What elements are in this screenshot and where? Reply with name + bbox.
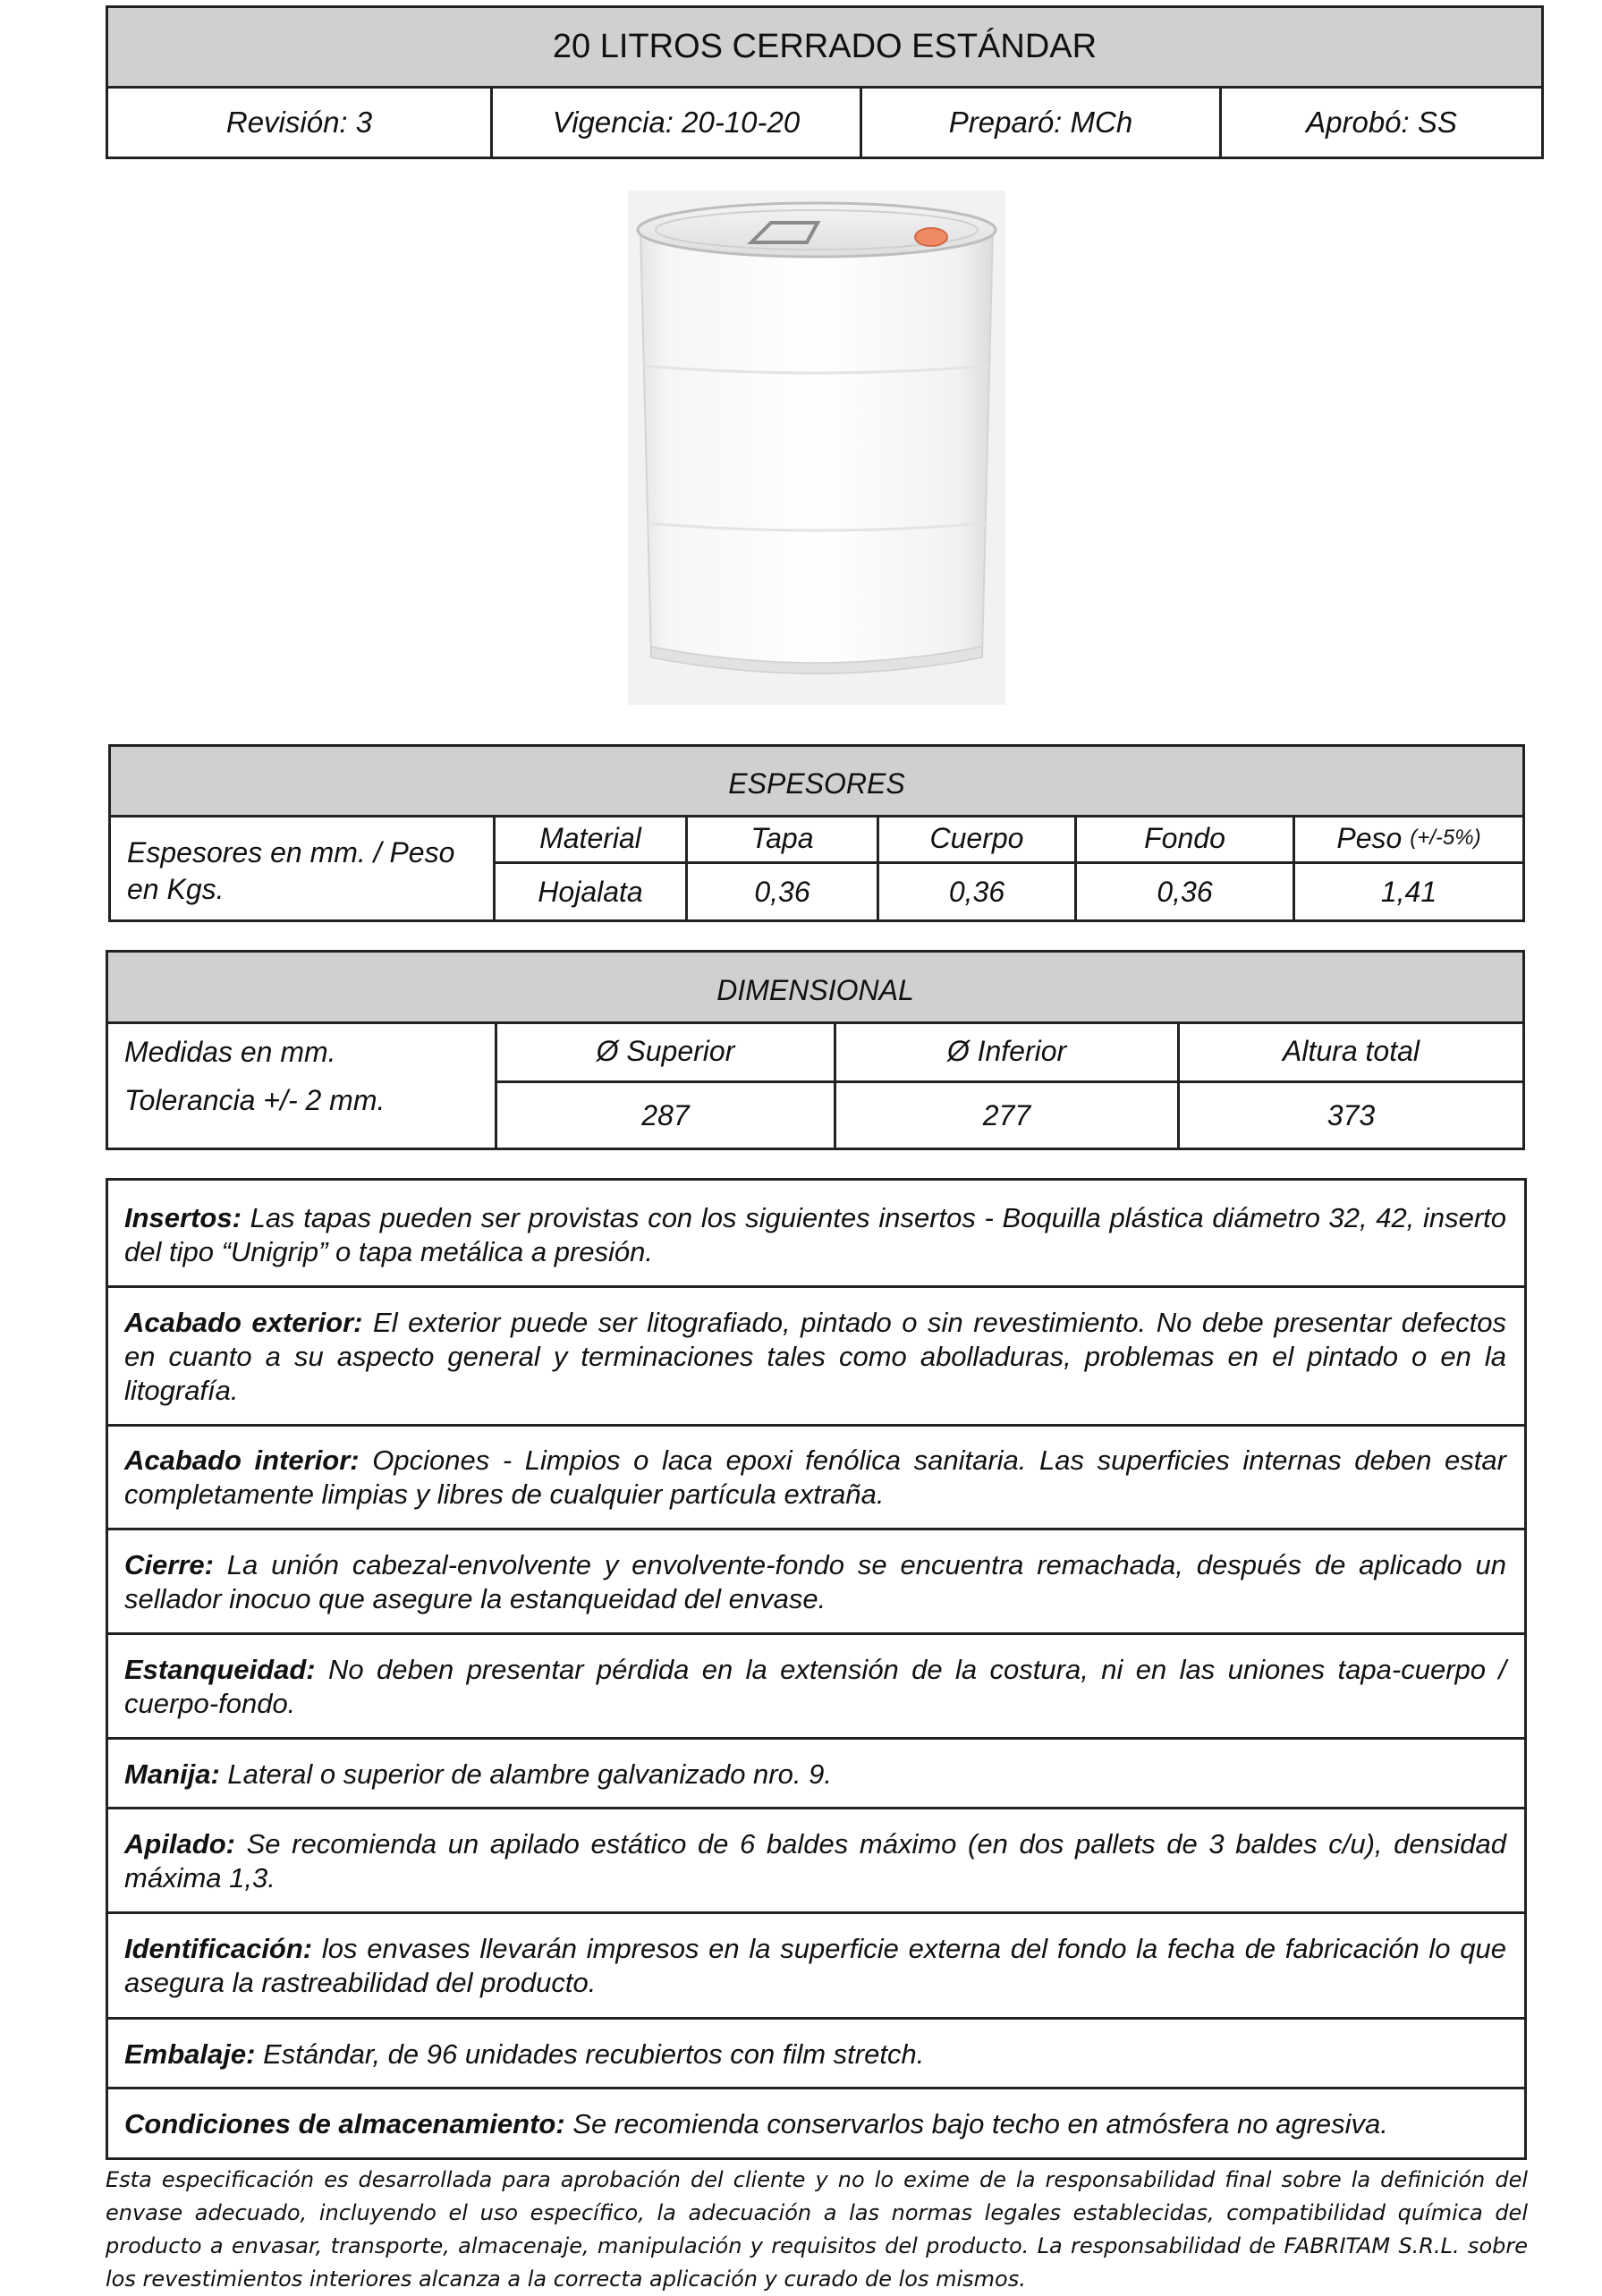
espesores-heading — [108, 744, 1525, 818]
note-acabado-interior — [108, 1444, 1524, 1512]
note-text: Las tapas pueden ser provistas con los siguientes insertos - Boquilla plástica diámetro 32, 42, inserto del tipo “Unigrip” o tapa metálica a presión. — [124, 1202, 1506, 1267]
espesores-col-cuerpo: Cuerpo — [877, 815, 1074, 864]
note-condiciones-almacenamiento — [108, 2107, 1524, 2141]
aprobo-cell: Aprobó: SS — [1306, 106, 1457, 139]
espesores-col-peso-label: Peso — [1336, 821, 1403, 854]
espesores-side-label-text: Espesores en mm. / Peso en Kgs. — [127, 836, 455, 905]
dimensional-table — [106, 1021, 1525, 1150]
note-divider — [108, 2017, 1524, 2020]
dimensional-heading-text: DIMENSIONAL — [716, 974, 914, 1006]
dimensional-val-altura: 373 — [1177, 1083, 1522, 1148]
espesores-col-fondo: Fondo — [1074, 815, 1293, 864]
note-insertos — [108, 1201, 1524, 1269]
note-divider — [108, 1632, 1524, 1635]
note-text: La unión cabezal-envolvente y envolvente-fondo se encuentra remachada, después de aplicado un sellador inocuo que asegure la estanqueidad del envase. — [124, 1549, 1506, 1614]
note-label: Identificación: — [124, 1933, 313, 1964]
espesores-heading-text: ESPESORES — [728, 767, 905, 800]
note-label: Acabado interior: — [124, 1445, 360, 1476]
note-label: Apilado: — [124, 1828, 235, 1860]
espesores-col-tapa: Tapa — [685, 815, 877, 864]
note-apilado — [108, 1827, 1524, 1895]
note-divider — [108, 1528, 1524, 1530]
preparo-cell: Preparó: MCh — [862, 89, 1222, 157]
dimensional-side-label-2: Tolerancia +/- 2 mm. — [124, 1084, 386, 1116]
dimensional-col-superior: Ø Superior — [495, 1021, 834, 1083]
note-text: El exterior puede ser litografiado, pintado o sin revestimiento. No debe presentar defectos en cuanto a su aspecto general y terminaciones tales como abolladuras, problemas en el pintado o en la litografía. — [124, 1307, 1506, 1406]
note-divider — [108, 1807, 1524, 1809]
pail-illustration — [628, 191, 1005, 705]
note-acabado-exterior — [108, 1306, 1524, 1408]
vigencia-cell: Vigencia: 20-10-20 — [493, 89, 862, 157]
dimensional-col-altura: Altura total — [1177, 1021, 1522, 1083]
note-label: Embalaje: — [124, 2038, 256, 2070]
note-label: Manija: — [124, 1758, 220, 1790]
espesores-col-peso — [1293, 815, 1522, 864]
espesores-val-cuerpo: 0,36 — [877, 864, 1074, 919]
espesores-side-label — [127, 835, 485, 908]
note-divider — [108, 1911, 1524, 1914]
espesores-col-material: Material — [493, 815, 685, 864]
specifications-notes-box — [106, 1178, 1527, 2160]
espesores-val-material: Hojalata — [493, 864, 685, 919]
note-cierre — [108, 1548, 1524, 1616]
espesores-grid — [493, 815, 1522, 919]
document-title-box — [106, 5, 1544, 89]
note-text: Estándar, de 96 unidades recubiertos con film stretch. — [263, 2038, 925, 2070]
document-title: 20 LITROS CERRADO ESTÁNDAR — [552, 28, 1098, 65]
note-estanqueidad — [108, 1653, 1524, 1721]
note-label: Insertos: — [124, 1202, 242, 1233]
dimensional-heading — [106, 950, 1525, 1024]
dimensional-grid — [495, 1021, 1522, 1148]
legal-disclaimer: Esta especificación es desarrollada para aprobación del cliente y no lo exime de la responsabilidad final sobre la definición del envase adecuado, incluyendo el uso específico, la adecuación a las normas legales establecidas, compatibilidad química del producto a envasar, transporte, almacenaje, manipulación y requisitos del producto. La responsabilidad de FABRITAM S.R.L. sobre los revestimientos interiores alcanza a la correcta aplicación y curado de los mismos. — [106, 2167, 1528, 2292]
espesores-val-fondo: 0,36 — [1074, 864, 1293, 919]
note-label: Condiciones de almacenamiento: — [124, 2108, 565, 2139]
note-text: los envases llevarán impresos en la superficie externa del fondo la fecha de fabricación lo que asegura la rastreabilidad del producto. — [124, 1933, 1506, 1998]
note-text: Opciones - Limpios o laca epoxi fenólica sanitaria. Las superficies internas deben estar completamente limpias y libres de cualquier partícula extraña. — [124, 1445, 1506, 1510]
note-text: Lateral o superior de alambre galvanizado nro. 9. — [227, 1758, 832, 1790]
note-divider — [108, 1424, 1524, 1427]
dimensional-val-inferior: 277 — [834, 1083, 1177, 1148]
note-embalaje — [108, 2038, 1524, 2071]
revision-cell: Revisión: 3 — [108, 89, 493, 157]
note-identificacion — [108, 1932, 1524, 2000]
revision-info-row — [106, 86, 1544, 159]
note-text: Se recomienda un apilado estático de 6 baldes máximo (en dos pallets de 3 baldes c/u), densidad máxima 1,3. — [124, 1828, 1506, 1894]
note-divider — [108, 2087, 1524, 2089]
note-text: Se recomienda conservarlos bajo techo en atmósfera no agresiva. — [572, 2108, 1388, 2139]
note-manija — [108, 1758, 1524, 1792]
note-divider — [108, 1285, 1524, 1288]
note-text: No deben presentar pérdida en la extensión de la costura, ni en las uniones tapa-cuerpo / cuerpo-fondo. — [124, 1654, 1506, 1719]
dimensional-side-label-1: Medidas en mm. — [124, 1036, 336, 1068]
note-label: Cierre: — [124, 1549, 214, 1580]
dimensional-val-superior: 287 — [495, 1083, 834, 1148]
product-photo-pail — [628, 191, 1005, 705]
espesores-table — [108, 815, 1525, 922]
dimensional-col-inferior: Ø Inferior — [834, 1021, 1177, 1083]
note-label: Estanqueidad: — [124, 1654, 316, 1685]
espesores-val-peso: 1,41 — [1293, 864, 1522, 919]
espesores-val-tapa: 0,36 — [685, 864, 877, 919]
espesores-peso-tolerance: (+/-5%) — [1410, 826, 1481, 850]
note-divider — [108, 1737, 1524, 1740]
note-label: Acabado exterior: — [124, 1307, 363, 1338]
